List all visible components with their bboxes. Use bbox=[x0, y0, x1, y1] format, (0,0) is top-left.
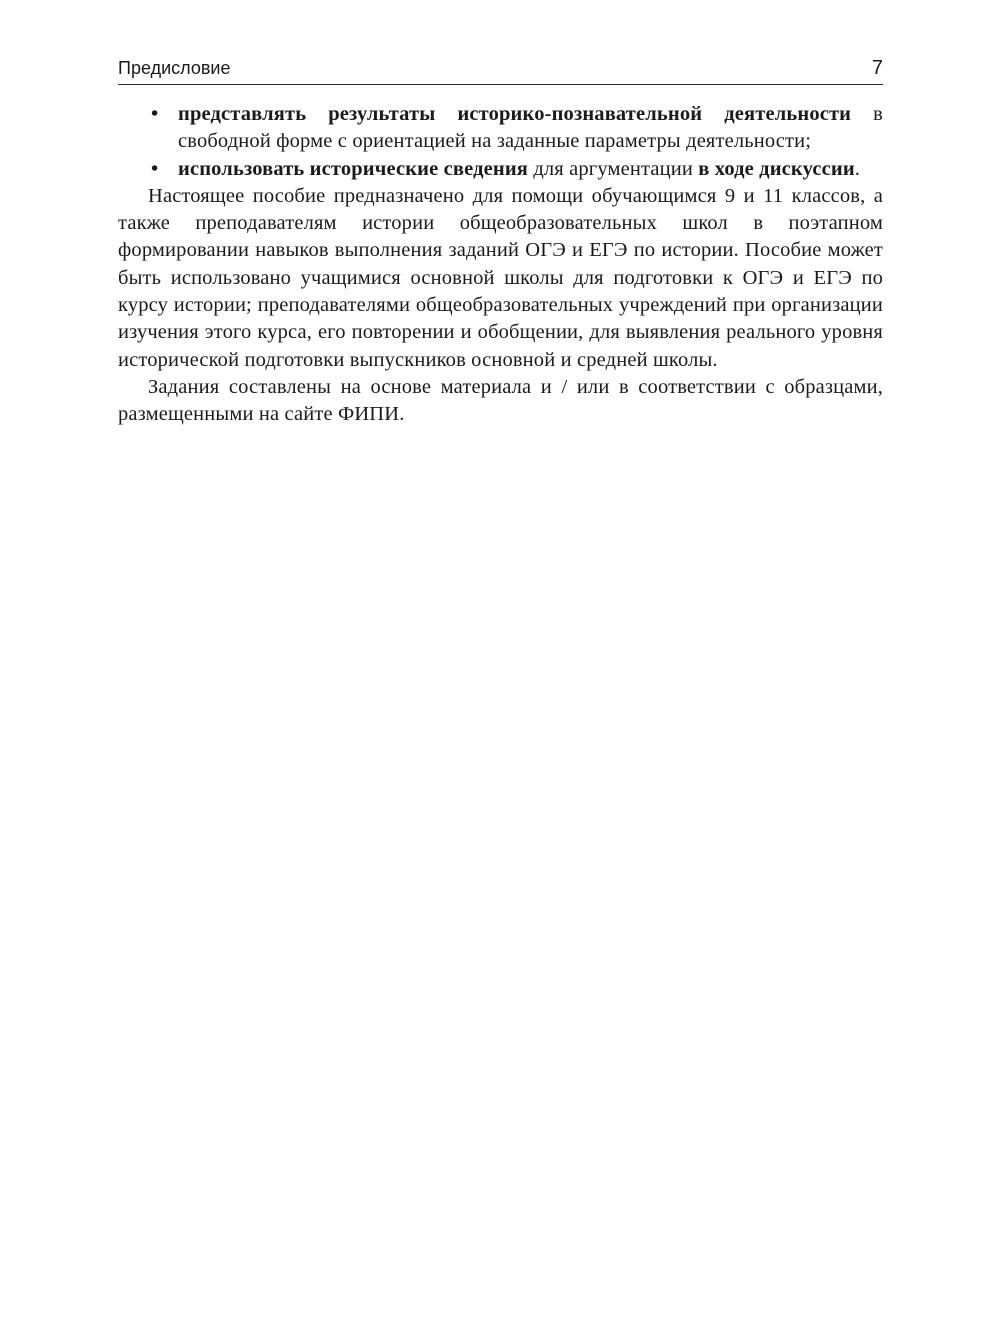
paragraph: Настоящее пособие предназначено для помощи обучающимся 9 и 11 классов, а также преподавателям истории общеобразовательных школ в поэтапном формировании навыков выполнения заданий ОГЭ и ЕГЭ по истории. Пособие может быть использовано учащимися основной школы для подготовки к ОГЭ и ЕГЭ по курсу истории; преподавателями общеобразовательных учреждений при организации изучения этого курса, его повторении и обобщении, для выявления реального уровня исторической подготовки выпускников основной и средней школы. bbox=[118, 184, 883, 371]
running-header bbox=[118, 56, 883, 85]
bullet-text: в свободной форме с ориентацией на заданные параметры деятельности; bbox=[178, 103, 884, 153]
bullet-text: . bbox=[854, 157, 861, 180]
bullet-item bbox=[118, 101, 883, 156]
bullet-text-bold: представлять результаты историко-познавательной деятельности bbox=[178, 103, 852, 125]
bullet-icon: • bbox=[151, 103, 159, 125]
bullet-item bbox=[118, 156, 883, 183]
paragraph: Задания составлены на основе материала и / или в соответствии с образцами, размещенными на сайте ФИПИ. bbox=[118, 375, 883, 426]
section-title: Предисловие bbox=[118, 58, 231, 78]
bullet-icon: • bbox=[151, 157, 159, 180]
bullet-text-bold: использовать исторические сведения bbox=[178, 157, 529, 180]
bullet-text: для аргументации bbox=[528, 157, 699, 180]
body-text bbox=[118, 101, 883, 429]
bullet-list bbox=[118, 101, 883, 183]
page-number: 7 bbox=[871, 57, 883, 79]
document-page bbox=[118, 56, 883, 429]
bullet-text-bold: в ходе дискуссии bbox=[698, 157, 855, 180]
